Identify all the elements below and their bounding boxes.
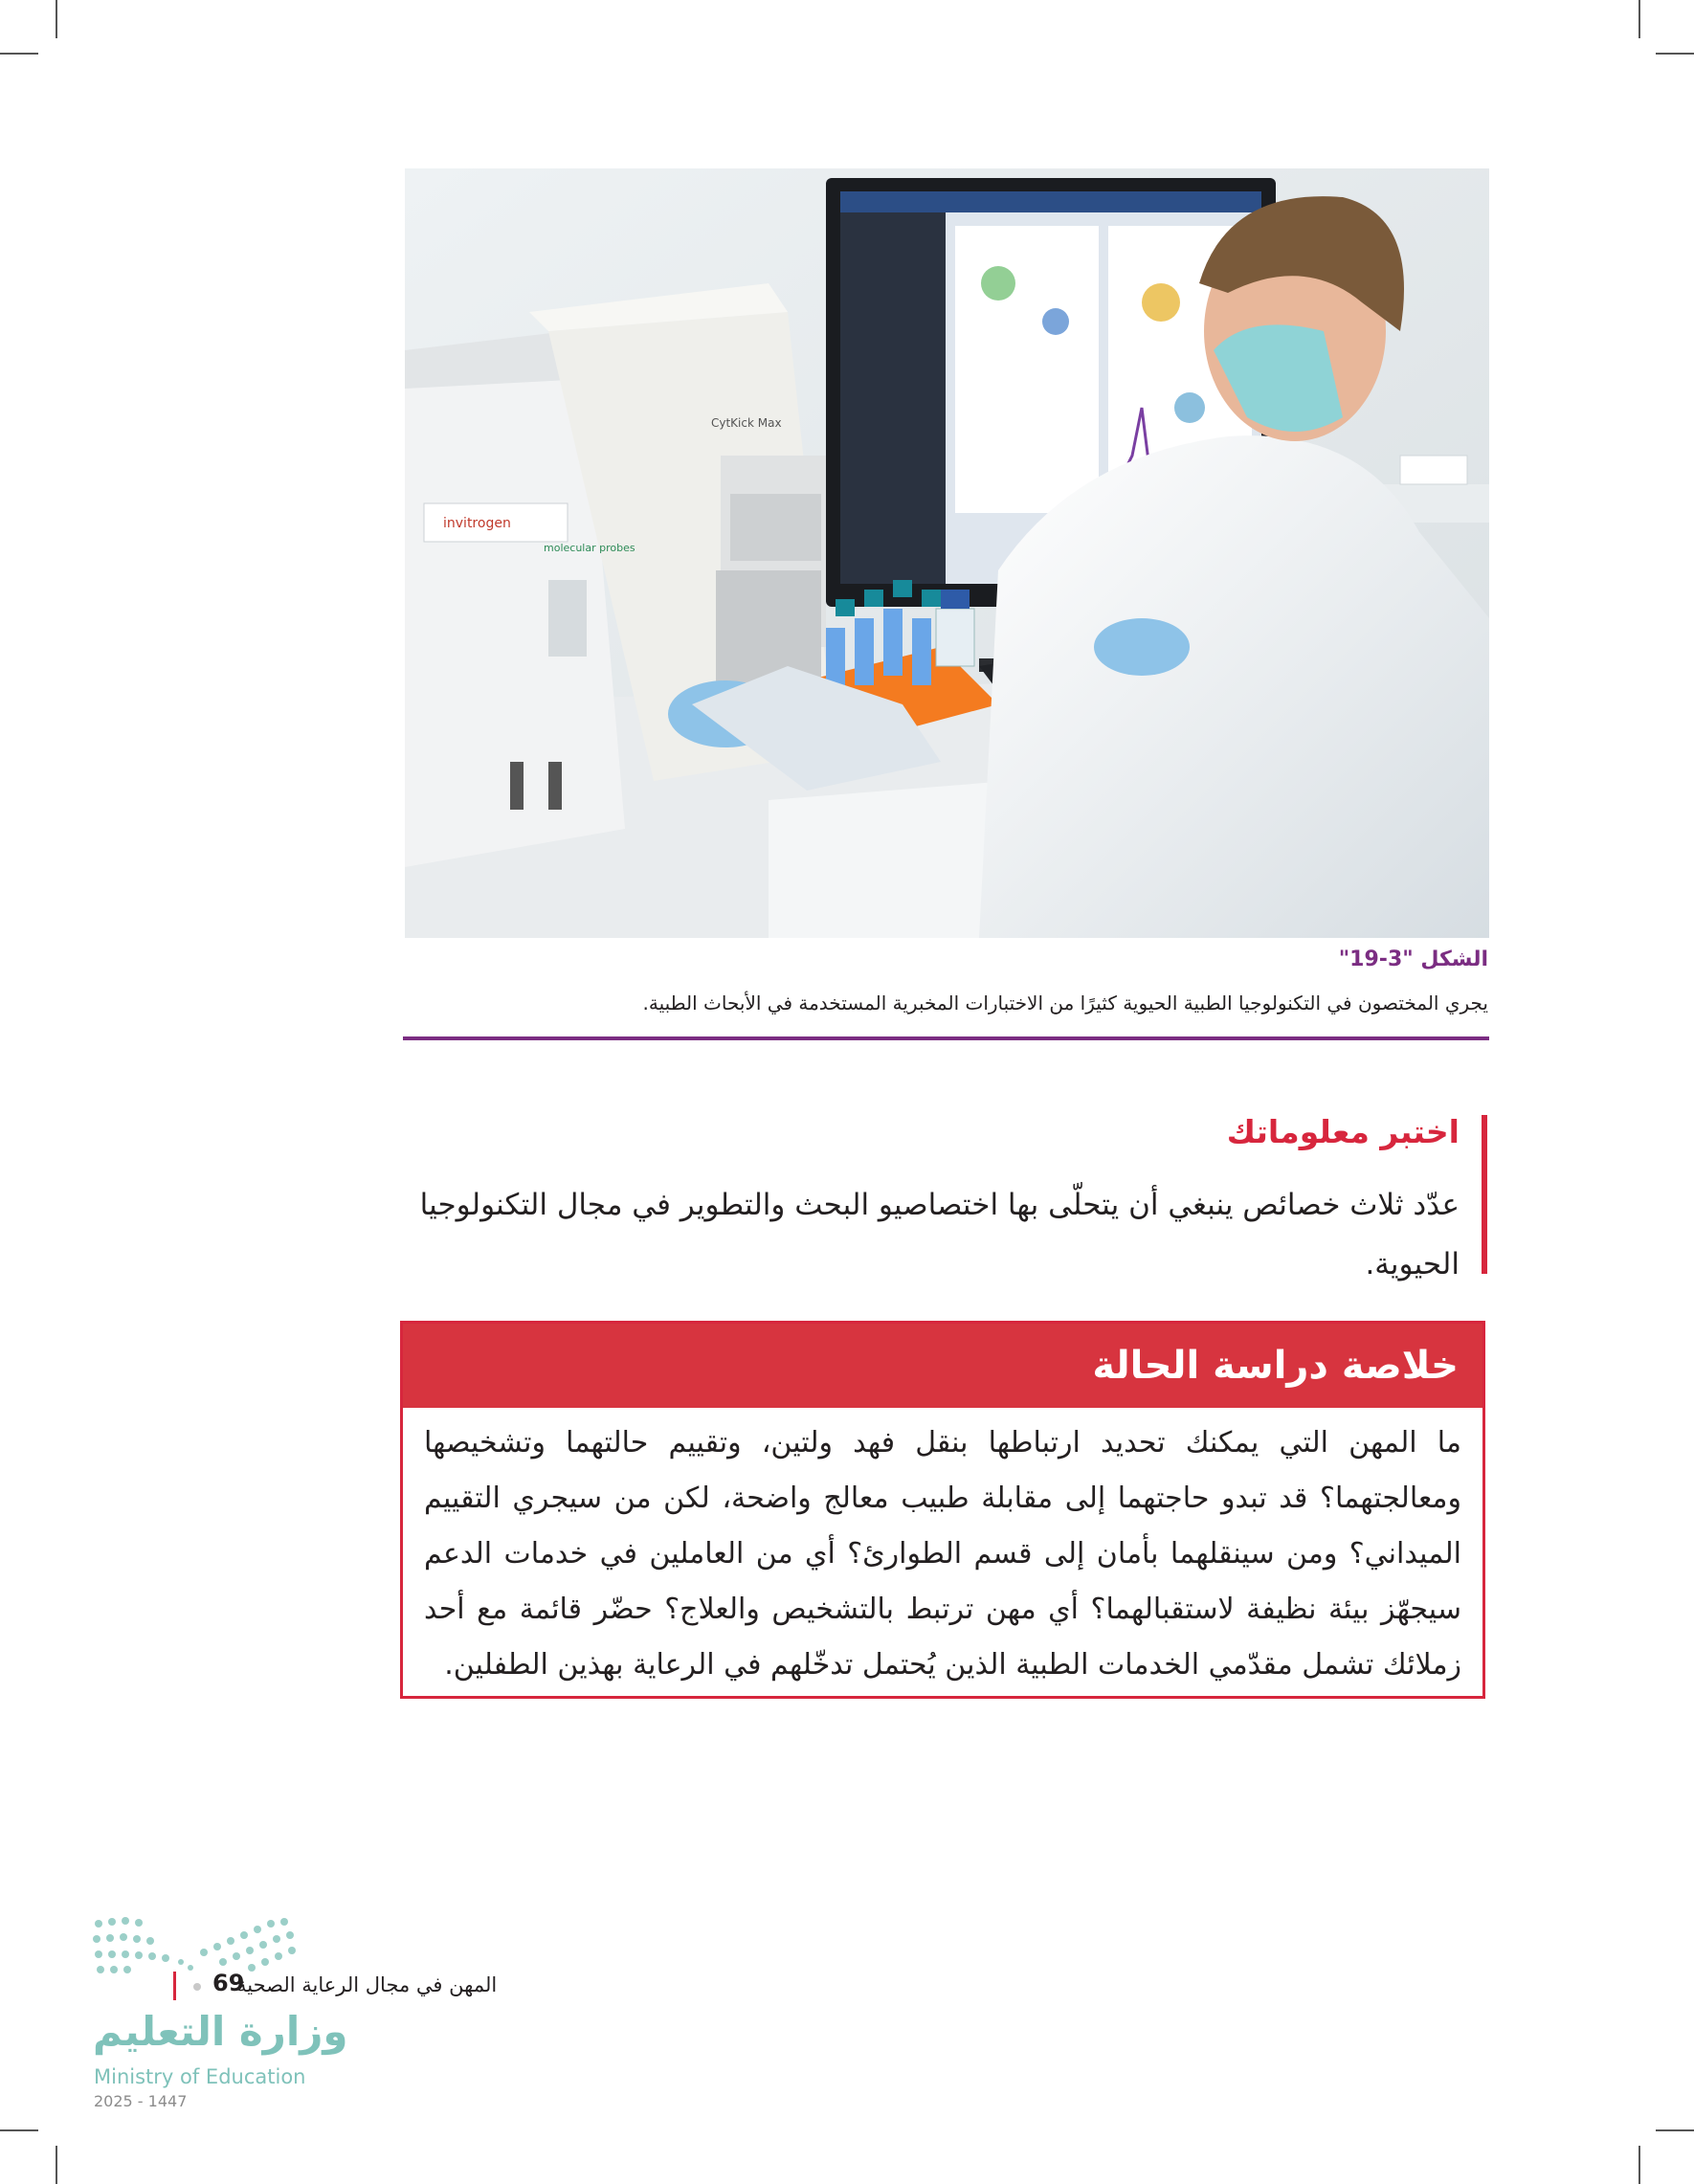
- case-summary-header: [403, 1324, 1482, 1408]
- figure-caption: يجري المختصون في التكنولوجيا الطبية الحيوية كثيرًا من الاختبارات المخبرية المستخدمة في الأبحاث الطبية.: [642, 992, 1488, 1014]
- case-summary-text: ما المهن التي يمكنك تحديد ارتباطها بنقل فهد ولتين، وتقييم حالتهما وتشخيصها ومعالجتهما؟ قد تبدو حاجتهما إلى مقابلة طبيب معالج واضحة، لكن من سيجري التقييم الميداني؟ ومن سينقلهما بأمان إلى قسم الطوارئ؟ أي من العاملين في خدمات الدعم سيجهّز بيئة نظيفة لاستقبالهما؟ أي مهن ترتبط بالتشخيص والعلاج؟ حضّر قائمة مع أحد زملائك تشمل مقدّمي الخدمات الطبية الذين يُحتمل تدخّلهم في الرعاية بهذين الطفلين.: [424, 1426, 1461, 1682]
- crop-mark: [56, 2146, 57, 2184]
- device-label: CytKick Max: [711, 416, 782, 430]
- ministry-logo-dots: [89, 1914, 309, 1981]
- page-number-separator: [173, 1972, 176, 2000]
- quiz-accent-bar: [1482, 1115, 1487, 1274]
- probe-label: molecular probes: [544, 542, 635, 554]
- page-dot: [193, 1983, 201, 1991]
- figure-label: الشكل "3-19": [1338, 947, 1488, 971]
- ministry-name-english: Ministry of Education: [94, 2065, 306, 2088]
- crop-mark: [1638, 0, 1640, 38]
- quiz-text: عدّد ثلاث خصائص ينبغي أن يتحلّى بها اختصاصيو البحث والتطوير في مجال التكنولوجيا الحيوية.: [419, 1188, 1460, 1281]
- ministry-year: 2025 - 1447: [94, 2092, 188, 2110]
- case-summary-box: [400, 1321, 1485, 1699]
- page-number: 69: [212, 1970, 245, 1996]
- crop-mark: [1638, 2146, 1640, 2184]
- quiz-title: اختبر معلوماتك: [1226, 1113, 1460, 1150]
- crop-mark: [1656, 2129, 1694, 2131]
- crop-mark: [0, 2129, 38, 2131]
- crop-mark: [0, 53, 38, 55]
- running-title: المهن في مجال الرعاية الصحية: [236, 1973, 498, 1996]
- brand-label: invitrogen: [443, 516, 511, 531]
- lab-photo: [405, 168, 1489, 938]
- glove-right: [1094, 618, 1190, 676]
- crop-mark: [1656, 53, 1694, 55]
- ministry-name-arabic: وزارة التعليم: [93, 2008, 348, 2055]
- case-summary-title: خلاصة دراسة الحالة: [1092, 1344, 1459, 1388]
- crop-mark: [56, 0, 57, 38]
- caption-divider: [403, 1036, 1489, 1040]
